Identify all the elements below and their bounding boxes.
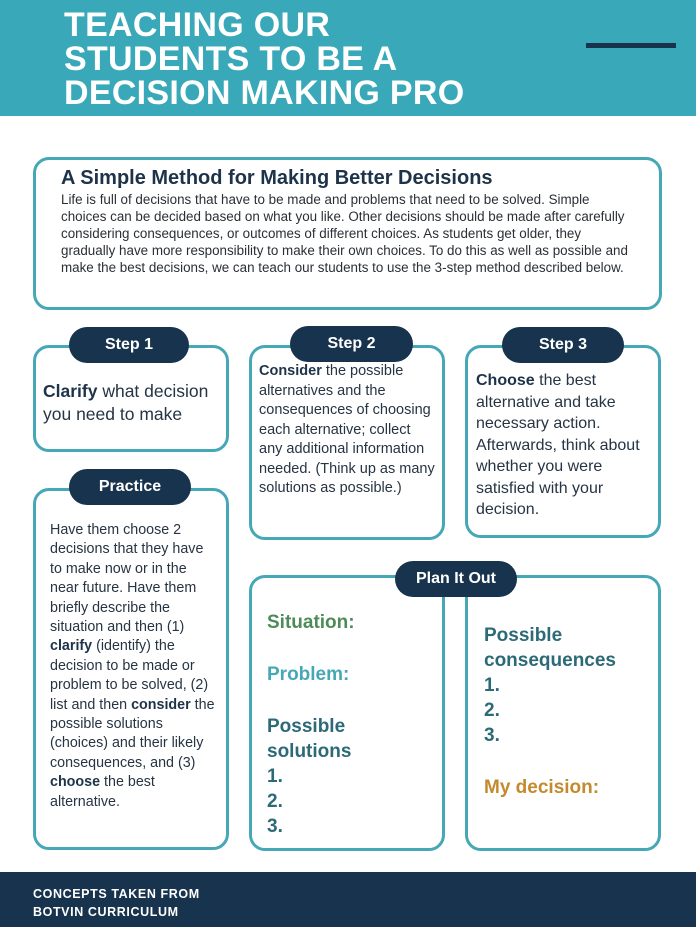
title-line: STUDENTS TO BE A bbox=[64, 40, 398, 78]
step-2-box bbox=[249, 345, 445, 540]
intro-title: A Simple Method for Making Better Decisions bbox=[61, 167, 493, 189]
step-3-box bbox=[465, 345, 661, 538]
footer-line: CONCEPTS TAKEN FROM bbox=[33, 887, 200, 901]
practice-text: (identify) the decision to be made or problem to be solved, (2) list and then bbox=[50, 638, 209, 713]
step-1-text: what decision you need to make bbox=[43, 381, 209, 424]
step-1-badge: Step 1 bbox=[69, 327, 189, 363]
footer-line: BOTVIN CURRICULUM bbox=[33, 905, 179, 919]
footer-credit bbox=[33, 885, 200, 921]
consequences-title-line: consequences bbox=[484, 650, 616, 671]
practice-keyword: choose bbox=[50, 774, 101, 791]
consequence-item: 1. bbox=[484, 675, 500, 696]
header-banner bbox=[0, 0, 696, 116]
intro-body: Life is full of decisions that have to be made and problems that need to be solved. Simple choices can be decided based on what you like. Other decisions should be made after carefully considering consequences, or outcomes of different choices. As students get older, they gradually have more responsibility to make their own choices. To do this as well as possible and make the best decisions, we can teach our students to use the 3-step method described below. bbox=[61, 192, 628, 275]
step-3-text: the best alternative and take necessary action. Afterwards, think about whether you were satisfied with your decision. bbox=[476, 372, 640, 518]
practice-box bbox=[33, 488, 229, 850]
step-2-text: the possible alternatives and the consequences of choosing each alternative; collect any additional information needed. (Think up as many solutions as possible.) bbox=[259, 363, 435, 496]
solutions-title-line: solutions bbox=[267, 741, 352, 762]
step-2-badge: Step 2 bbox=[290, 326, 413, 362]
solution-item: 2. bbox=[267, 791, 283, 812]
problem-label: Problem: bbox=[267, 664, 350, 685]
consequences-title bbox=[484, 623, 650, 748]
practice-text: the best alternative. bbox=[50, 774, 155, 810]
practice-keyword: consider bbox=[131, 696, 191, 713]
footer-banner bbox=[0, 872, 696, 927]
step-3-keyword: Choose bbox=[476, 372, 535, 389]
step-3-badge: Step 3 bbox=[502, 327, 624, 363]
solutions-title bbox=[267, 714, 434, 839]
decorative-rule bbox=[586, 43, 676, 48]
situation-label: Situation: bbox=[267, 612, 355, 633]
page-title bbox=[64, 8, 465, 110]
title-line: DECISION MAKING PRO bbox=[64, 74, 465, 112]
practice-keyword: clarify bbox=[50, 638, 93, 655]
practice-badge: Practice bbox=[69, 469, 191, 505]
step-2-keyword: Consider bbox=[259, 363, 322, 379]
title-line: TEACHING OUR bbox=[64, 6, 331, 44]
practice-text: Have them choose 2 decisions that they have to make now or in the near future. Have them briefly describe the situation and then (1) bbox=[50, 522, 204, 636]
plan-left-box bbox=[249, 575, 445, 851]
plan-right-box bbox=[465, 575, 661, 851]
consequences-title-line: Possible bbox=[484, 625, 563, 646]
step-1-keyword: Clarify bbox=[43, 381, 98, 401]
solutions-title-line: Possible bbox=[267, 716, 346, 737]
plan-badge: Plan It Out bbox=[395, 561, 517, 597]
solution-item: 1. bbox=[267, 766, 283, 787]
solution-item: 3. bbox=[267, 816, 283, 837]
consequence-item: 3. bbox=[484, 725, 500, 746]
intro-box bbox=[33, 157, 662, 310]
consequence-item: 2. bbox=[484, 700, 500, 721]
practice-text: the possible solutions (choices) and their likely consequences, and (3) bbox=[50, 696, 215, 771]
decision-label: My decision: bbox=[484, 777, 600, 798]
